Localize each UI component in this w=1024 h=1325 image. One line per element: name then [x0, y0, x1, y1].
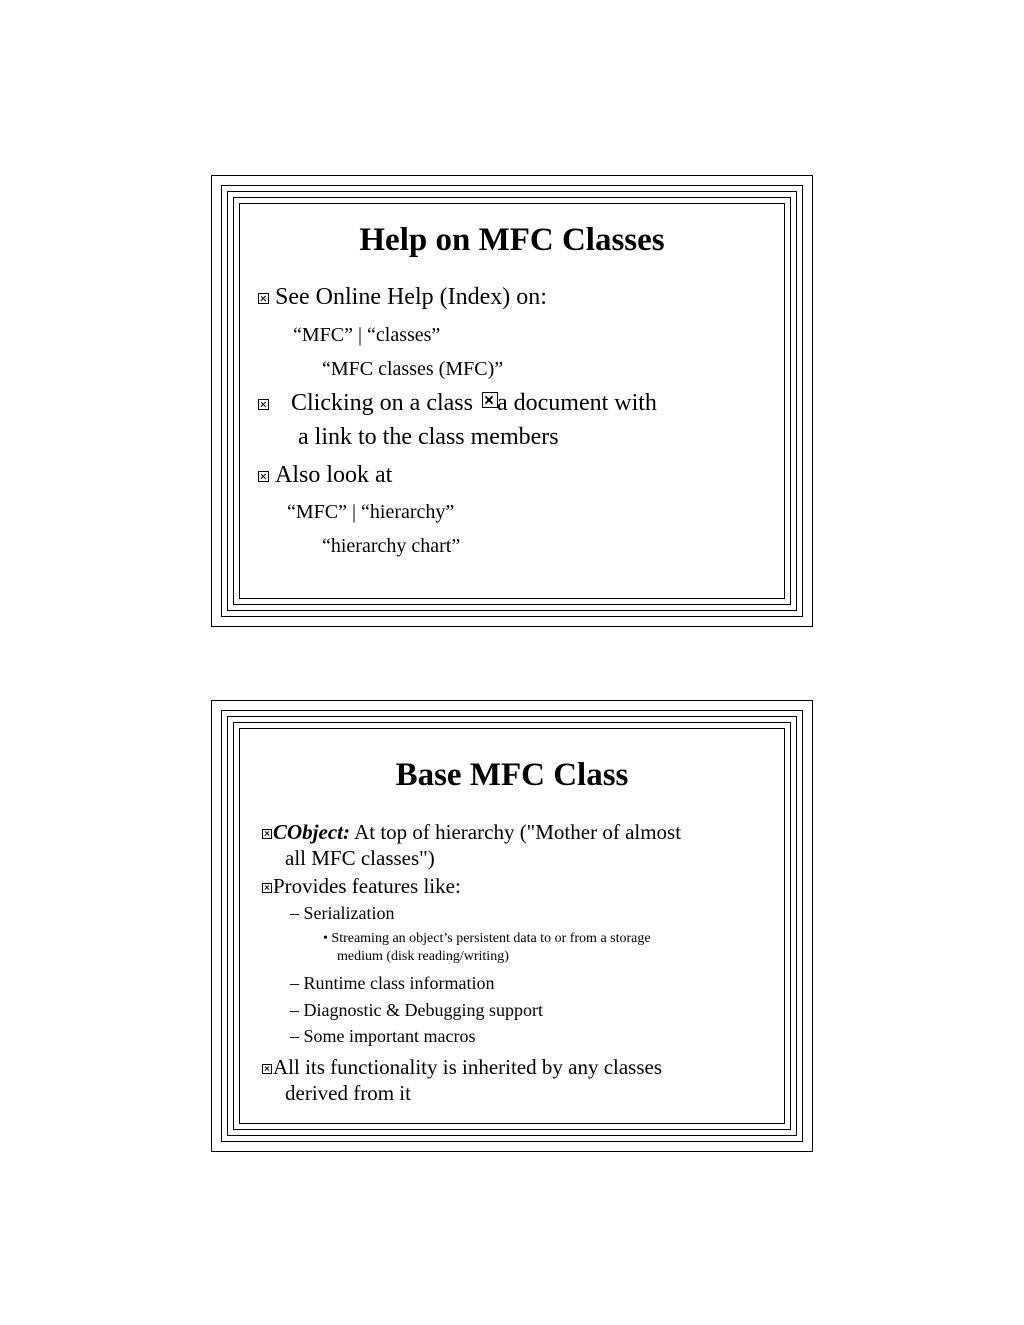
- checkbox-bullet-icon: [262, 883, 272, 893]
- bullet-text: Also look at: [275, 462, 393, 488]
- sub-item-important-macros: – Some important macros: [290, 1026, 476, 1046]
- sub-sub-item-hierarchy-chart: “hierarchy chart”: [322, 535, 461, 557]
- bullet-see-online-help: [258, 284, 547, 311]
- sub-item-runtime-class-info: – Runtime class information: [290, 973, 495, 993]
- bullet-text: At top of hierarchy ("Mother of almost: [354, 820, 682, 844]
- bullet-cobject: [262, 820, 681, 845]
- sub-item-diagnostic-debugging: – Diagnostic & Debugging support: [290, 1000, 543, 1020]
- bullet-cobject-continuation: all MFC classes"): [285, 846, 435, 870]
- slide-title: Base MFC Class: [395, 757, 629, 793]
- slide-base-mfc-class: [211, 700, 813, 1152]
- checkbox-bullet-icon: [258, 471, 269, 482]
- bullet-text: Provides features like:: [273, 874, 461, 898]
- bullet-inherited-continuation: derived from it: [285, 1081, 411, 1105]
- bullet-inherited-functionality: [262, 1055, 662, 1080]
- checkbox-bullet-icon: [258, 399, 269, 410]
- sub-sub-item-streaming: • Streaming an object’s persistent data to or from a storage: [323, 931, 651, 946]
- sub-sub-item-streaming-continuation: medium (disk reading/writing): [337, 949, 509, 964]
- bullet-clicking-on-class: [258, 390, 657, 417]
- bullet-clicking-continuation: a link to the class members: [298, 424, 559, 450]
- bullet-text: All its functionality is inherited by any classes: [273, 1055, 663, 1079]
- checkbox-bullet-icon: [262, 1064, 272, 1074]
- bullet-text: Clicking on a class: [291, 390, 473, 416]
- sub-sub-item-mfc-classes-mfc: “MFC classes (MFC)”: [322, 358, 504, 380]
- sub-item-mfc-hierarchy: “MFC” | “hierarchy”: [287, 501, 455, 523]
- bullet-text: See Online Help (Index) on:: [275, 284, 547, 310]
- slide-help-on-mfc-classes: [211, 175, 813, 627]
- bullet-provides-features: [262, 874, 461, 899]
- checkbox-bullet-icon: [258, 293, 269, 304]
- sub-item-mfc-classes: “MFC” | “classes”: [293, 324, 441, 346]
- checkbox-bullet-icon: [262, 829, 272, 839]
- bullet-text: a document with: [496, 390, 657, 416]
- arrow-checkbox-icon: [482, 392, 498, 408]
- cobject-term: CObject:: [273, 820, 350, 844]
- sub-item-serialization: – Serialization: [290, 903, 395, 923]
- slide-title: Help on MFC Classes: [359, 222, 665, 258]
- bullet-also-look-at: [258, 462, 392, 489]
